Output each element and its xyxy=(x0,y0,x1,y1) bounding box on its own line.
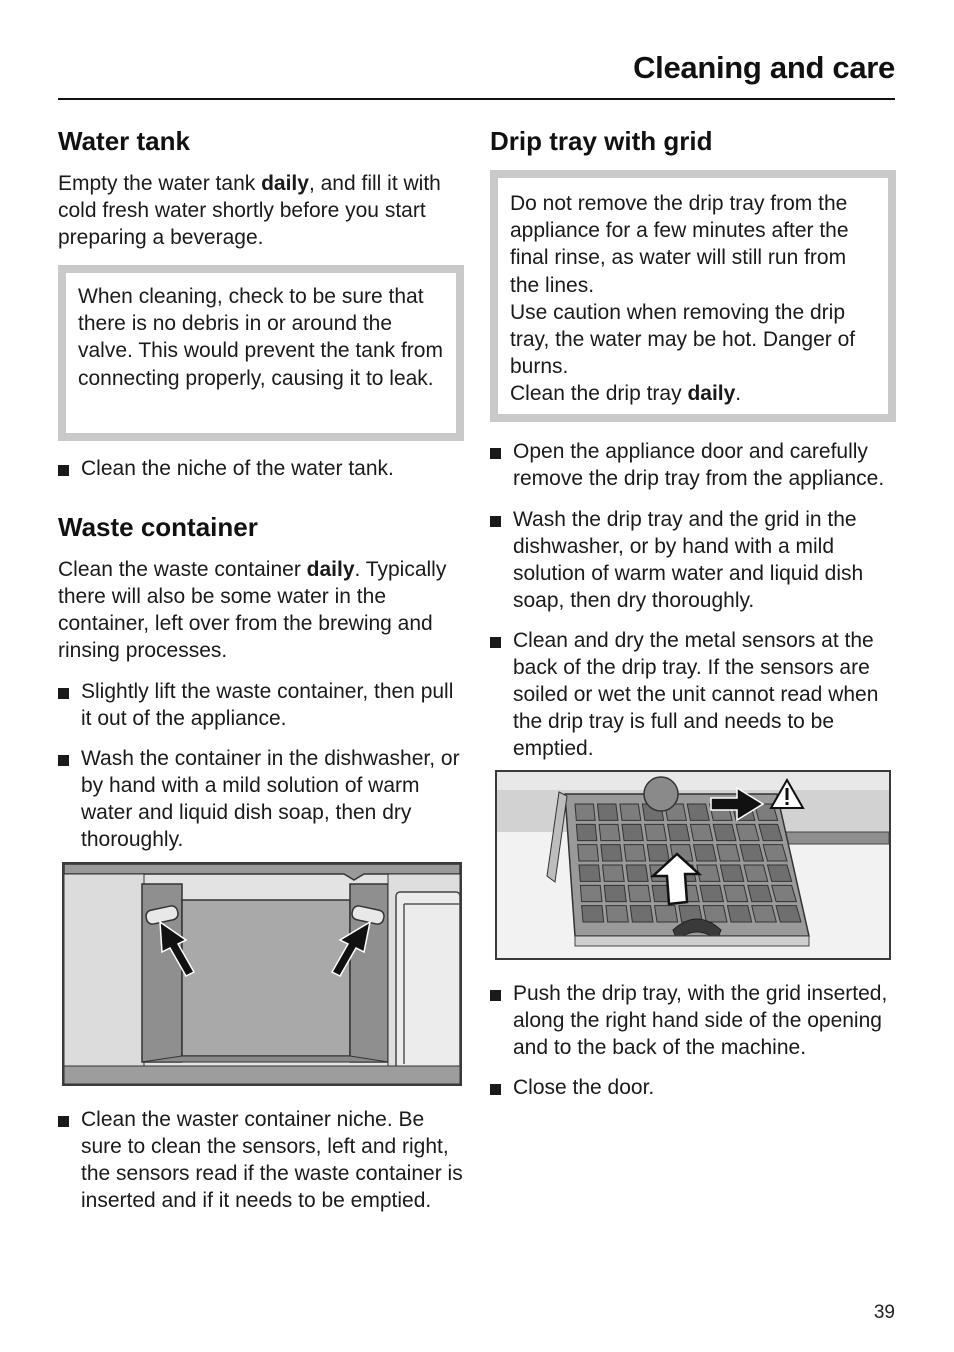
grid-cell xyxy=(724,885,748,901)
grid-cell xyxy=(645,824,667,840)
grid-cell xyxy=(703,905,727,921)
grid-cell xyxy=(622,824,643,840)
grid-cell xyxy=(752,905,777,921)
bullet-square-icon xyxy=(490,448,501,459)
bullet-square-icon xyxy=(490,637,501,648)
bullet-square-icon xyxy=(490,1084,501,1095)
drip-bullet-3-text: Clean and dry the metal sensors at the back of the drip tray. If the sensors are soiled or wet the unit cannot read when the drip tray is full and needs to be emptied. xyxy=(513,628,879,760)
grid-cell xyxy=(582,905,604,921)
grid-cell xyxy=(603,865,625,881)
drip-bullet-2-text: Wash the drip tray and the grid in the dishwasher, or by hand with a mild solution of warm water and liquid dish soap, then dry thoroughly. xyxy=(513,507,864,612)
drip-tray-notice-period: . xyxy=(735,382,742,406)
grid-cell xyxy=(727,905,751,921)
drip-tray-notice-line-1: Do not remove the drip tray from the appliance for a few minutes after the final rinse, as water will still run from the lines. xyxy=(510,192,849,297)
bullet-square-icon xyxy=(58,1116,69,1127)
waste-container-intro-text-1: Clean the waste container xyxy=(58,558,307,581)
waste-niche-illustration xyxy=(62,862,462,1086)
water-tank-intro-text-1: Empty the water tank xyxy=(58,172,262,195)
grid-cell xyxy=(744,865,768,881)
water-tank-intro-text-2: , and fill it with cold fresh water shortly before you start preparing a beverage. xyxy=(58,172,441,249)
right-column xyxy=(490,124,896,1101)
grid-cell xyxy=(597,804,618,820)
drip-tray-notice xyxy=(490,170,896,422)
water-tank-intro-bold: daily xyxy=(261,172,309,195)
bullet-square-icon xyxy=(58,465,69,476)
waste-container-intro xyxy=(58,556,464,664)
waste-container-heading: Waste container xyxy=(58,512,258,542)
grid-cell xyxy=(697,865,720,881)
drip-tray-notice-line-2: Use caution when removing the drip tray, the water may be hot. Danger of burns. xyxy=(510,300,856,379)
drip-tray-illustration xyxy=(495,770,891,960)
waste-niche-drawing xyxy=(64,864,460,1084)
grid-cell xyxy=(626,865,648,881)
waste-bullet-3 xyxy=(58,1106,464,1214)
drip-bullet-5 xyxy=(490,1074,896,1101)
drip-bullet-3 xyxy=(490,627,896,762)
grid-cell xyxy=(599,824,620,840)
grid-cell xyxy=(717,844,740,860)
bullet-square-icon xyxy=(58,688,69,699)
water-tank-intro xyxy=(58,170,464,251)
waste-bullet-2-text: Wash the container in the dishwasher, or by hand with a mild solution of warm water and liquid dish soap, then dry thoroughly. xyxy=(81,747,460,851)
page-title: Cleaning and care xyxy=(633,50,895,85)
grid-cell xyxy=(668,824,690,840)
grid-cell xyxy=(690,824,712,840)
drip-tray-notice-line-3 xyxy=(510,380,876,407)
drip-tray-heading: Drip tray with grid xyxy=(490,126,713,156)
drip-bullet-4-text: Push the drip tray, with the grid inserted, along the right hand side of the opening and to the back of the machine. xyxy=(513,981,888,1059)
grid-cell xyxy=(601,844,622,860)
grid-cell xyxy=(624,844,646,860)
grid-cell xyxy=(604,885,626,901)
grid-cell xyxy=(575,804,595,820)
drip-bullet-1-text: Open the appliance door and carefully remove the drip tray from the appliance. xyxy=(513,439,885,490)
grid-cell xyxy=(748,885,772,901)
drip-bullet-2 xyxy=(490,506,896,614)
grid-cell xyxy=(579,865,600,881)
water-tank-bullet xyxy=(58,455,464,482)
grid-cell xyxy=(759,824,782,840)
grid-cell xyxy=(713,824,736,840)
bullet-square-icon xyxy=(58,755,69,766)
bullet-square-icon xyxy=(490,990,501,1001)
grid-cell xyxy=(767,865,791,881)
grid-cell xyxy=(700,885,723,901)
waste-container-intro-text-2: . Typically there will also be some water in the container, left over from the brewing and rinsing processes. xyxy=(58,558,447,662)
left-column xyxy=(58,124,464,1214)
page-number: 39 xyxy=(873,1302,895,1323)
waste-bullet-2 xyxy=(58,745,464,853)
header-divider xyxy=(58,98,895,100)
grid-cell xyxy=(720,865,743,881)
grid-cell xyxy=(694,844,717,860)
grid-cell xyxy=(647,844,669,860)
bullet-square-icon xyxy=(490,516,501,527)
drip-bullet-5-text: Close the door. xyxy=(513,1075,655,1099)
drip-bullet-1 xyxy=(490,438,896,492)
grid-cell xyxy=(620,804,641,820)
grid-cell xyxy=(655,905,678,921)
grid-cell xyxy=(578,844,599,860)
drip-tray-drawing xyxy=(497,772,889,958)
water-tank-heading: Water tank xyxy=(58,126,190,156)
grid-cell xyxy=(630,905,653,921)
grid-cell xyxy=(740,844,763,860)
water-tank-bullet-text: Clean the niche of the water tank. xyxy=(81,457,394,480)
grid-cell xyxy=(580,885,602,901)
waste-bullet-1-text: Slightly lift the waste container, then pull it out of the appliance. xyxy=(81,680,454,730)
grid-cell xyxy=(736,824,759,840)
grid-cell xyxy=(606,905,628,921)
waste-bullet-1 xyxy=(58,678,464,732)
water-tank-notice: When cleaning, check to be sure that there is no debris in or around the valve. This would prevent the tank from connecting properly, causing it to leak. xyxy=(58,265,464,441)
grid-cell xyxy=(628,885,650,901)
grid-cell xyxy=(576,824,597,840)
drip-bullet-4 xyxy=(490,980,896,1061)
grid-cell xyxy=(763,844,787,860)
grid-cell xyxy=(772,885,797,901)
drip-tray-notice-bold: daily xyxy=(687,382,736,406)
grid-cell xyxy=(687,804,709,820)
waste-container-intro-bold: daily xyxy=(306,558,355,581)
waste-bullet-3-text: Clean the waster container niche. Be sure to clean the sensors, left and right, the sensors read if the waste container is inserted and if it needs to be emptied. xyxy=(81,1108,463,1212)
grid-cell xyxy=(776,905,801,921)
drip-tray-notice-line-3-text: Clean the drip tray xyxy=(510,382,688,406)
